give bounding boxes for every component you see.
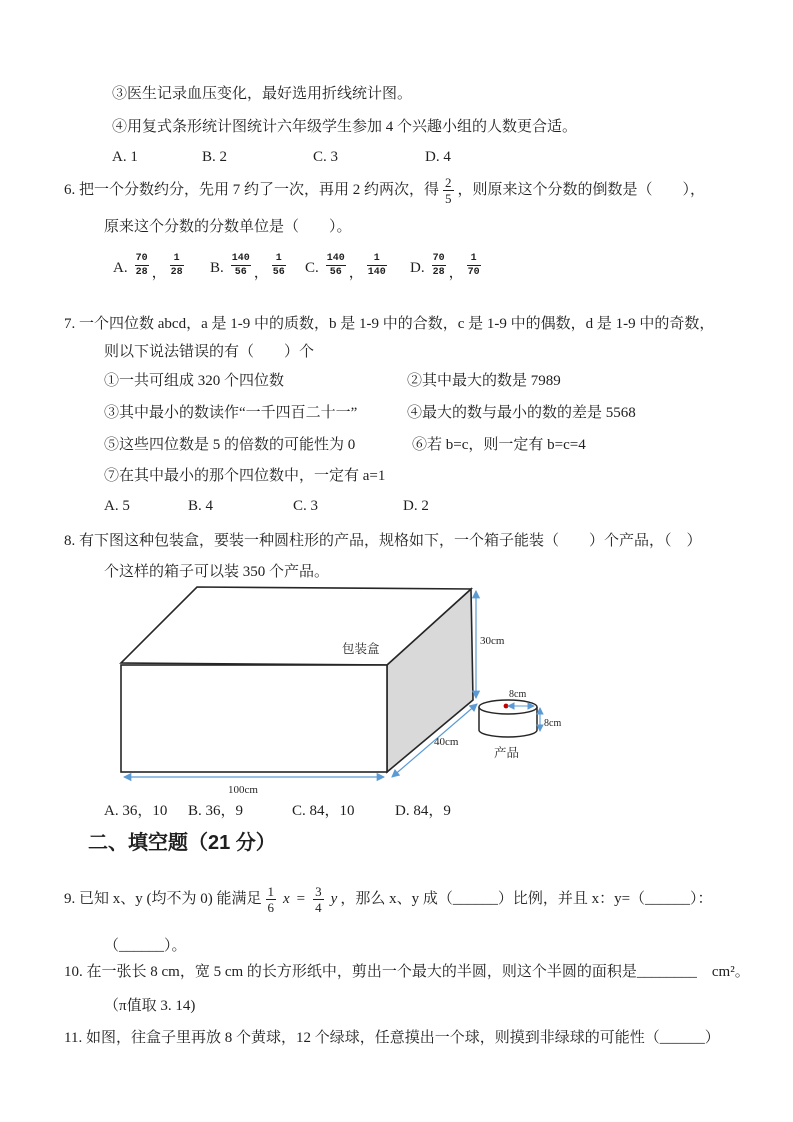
equals-sign: = <box>296 890 306 907</box>
q7-item-2: ②其中最大的数是 7989 <box>407 373 561 389</box>
cylinder-height-label: 8cm <box>544 718 562 729</box>
q6-option-c <box>305 253 387 281</box>
q7-item-5: ⑤这些四位数是 5 的倍数的可能性为 0 <box>104 437 356 453</box>
q7-item-6: ⑥若 b=c，则一定有 b=c=4 <box>412 437 586 453</box>
option-label: D. <box>410 260 425 276</box>
q6-stem <box>64 167 705 213</box>
q6-option-a <box>113 253 184 281</box>
fraction-denominator: 5 <box>445 190 452 206</box>
variable-y: y <box>330 890 338 907</box>
q8-option-b: B. 36，9 <box>188 803 244 819</box>
comma: ， <box>448 265 464 281</box>
cylinder-diameter-label: 8cm <box>509 689 527 700</box>
comma: ， <box>253 265 269 281</box>
option-label: A. <box>113 260 128 276</box>
q6-option-b <box>210 253 286 281</box>
q7-stem-line-1: 7. 一个四位数 abcd，a 是 1-9 中的质数，b 是 1-9 中的合数，c 是 1-9 中的偶数，d 是 1-9 中的奇数， <box>64 316 715 332</box>
q6-stem-text-2: ，则原来这个分数的倒数是（ ）， <box>457 181 706 198</box>
fraction-1-70: $\frac{1}{70}$ <box>467 253 480 278</box>
q5-option-b: B. 2 <box>202 149 228 165</box>
q5-option-d: D. 4 <box>425 149 451 165</box>
box-name-label: 包装盒 <box>342 642 380 656</box>
q10-stem-line-2: （π值取 3. 14) <box>104 998 196 1014</box>
q5-item-3: ③医生记录血压变化，最好选用折线统计图。 <box>112 86 413 102</box>
fraction-numerator: 2 <box>445 174 452 190</box>
q10-stem-line-1: 10. 在一张长 8 cm，宽 5 cm 的长方形纸中，剪出一个最大的半圆，则这个半圆的面积是________ cm²。 <box>64 964 750 980</box>
q8-option-d: D. 84，9 <box>395 803 451 819</box>
fraction-70-28: $\frac{70}{28}$ <box>135 253 148 278</box>
q7-option-d: D. 2 <box>403 498 429 514</box>
q7-item-1: ①一共可组成 320 个四位数 <box>104 373 285 389</box>
q7-item-4: ④最大的数与最小的数的差是 5568 <box>407 405 636 421</box>
packing-box-diagram <box>100 580 580 805</box>
q6-stem-line-2: 原来这个分数的分数单位是（ ）。 <box>104 219 352 235</box>
q9-stem-text-2: ，那么 x、y 成（______）比例，并且 x：y=（______）： <box>340 890 713 907</box>
q7-option-c: C. 3 <box>293 498 319 514</box>
fraction-3-4: $\frac{3}{4}$ <box>315 883 322 915</box>
fraction-1-140: $\frac{1}{140}$ <box>367 253 386 278</box>
fraction-140-56: $\frac{140}{56}$ <box>231 253 250 278</box>
section-2-heading: 二、填空题（21 分） <box>88 832 276 854</box>
box-height-label: 30cm <box>480 635 505 647</box>
q6-stem-text-1: 6. 把一个分数约分，先用 7 约了一次，再用 2 约两次，得 <box>64 181 440 198</box>
q5-item-4: ④用复式条形统计图统计六年级学生参加 4 个兴趣小组的人数更合适。 <box>112 119 578 135</box>
fraction-2-5 <box>443 176 454 205</box>
q8-stem-line-1: 8. 有下图这种包装盒，要装一种圆柱形的产品，规格如下，一个箱子能装（ ）个产品，（ ） <box>64 533 702 549</box>
q7-option-b: B. 4 <box>188 498 214 514</box>
q9-stem <box>64 876 713 922</box>
q11-stem: 11. 如图，往盒子里再放 8 个黄球，12 个绿球，任意摸出一个球，则摸到非绿球的可能性（______） <box>64 1030 720 1046</box>
q8-stem-line-2: 个这样的箱子可以装 350 个产品。 <box>104 564 330 580</box>
q8-option-c: C. 84，10 <box>292 803 355 819</box>
q9-stem-line-2: （______）。 <box>104 938 187 954</box>
fraction-1-6: $\frac{1}{6}$ <box>267 883 274 915</box>
fraction-1-28: $\frac{1}{28}$ <box>170 253 183 278</box>
q5-option-a: A. 1 <box>112 149 138 165</box>
comma: ， <box>348 265 364 281</box>
comma: ， <box>151 265 167 281</box>
box-width-label: 100cm <box>228 784 258 796</box>
fraction-1-56: $\frac{1}{56}$ <box>272 253 285 278</box>
option-label: C. <box>305 260 319 276</box>
q7-stem-line-2: 则以下说法错误的有（ ）个 <box>104 344 315 360</box>
q9-stem-text-1: 9. 已知 x、y (均不为 0) 能满足 <box>64 890 262 907</box>
variable-x: x <box>283 890 290 907</box>
box-front-face <box>121 665 387 772</box>
q8-option-a: A. 36，10 <box>104 803 168 819</box>
fraction-140-56: $\frac{140}{56}$ <box>326 253 345 278</box>
q6-option-d <box>410 253 481 281</box>
cylinder-center-dot <box>504 704 509 709</box>
q7-item-7: ⑦在其中最小的那个四位数中，一定有 a=1 <box>104 468 386 484</box>
q5-option-c: C. 3 <box>313 149 339 165</box>
fraction-70-28: $\frac{70}{28}$ <box>432 253 445 278</box>
product-name-label: 产品 <box>494 746 520 760</box>
option-label: B. <box>210 260 224 276</box>
box-depth-label: 40cm <box>434 736 459 748</box>
q7-item-3: ③其中最小的数读作“一千四百二十一” <box>104 405 358 421</box>
q7-option-a: A. 5 <box>104 498 130 514</box>
